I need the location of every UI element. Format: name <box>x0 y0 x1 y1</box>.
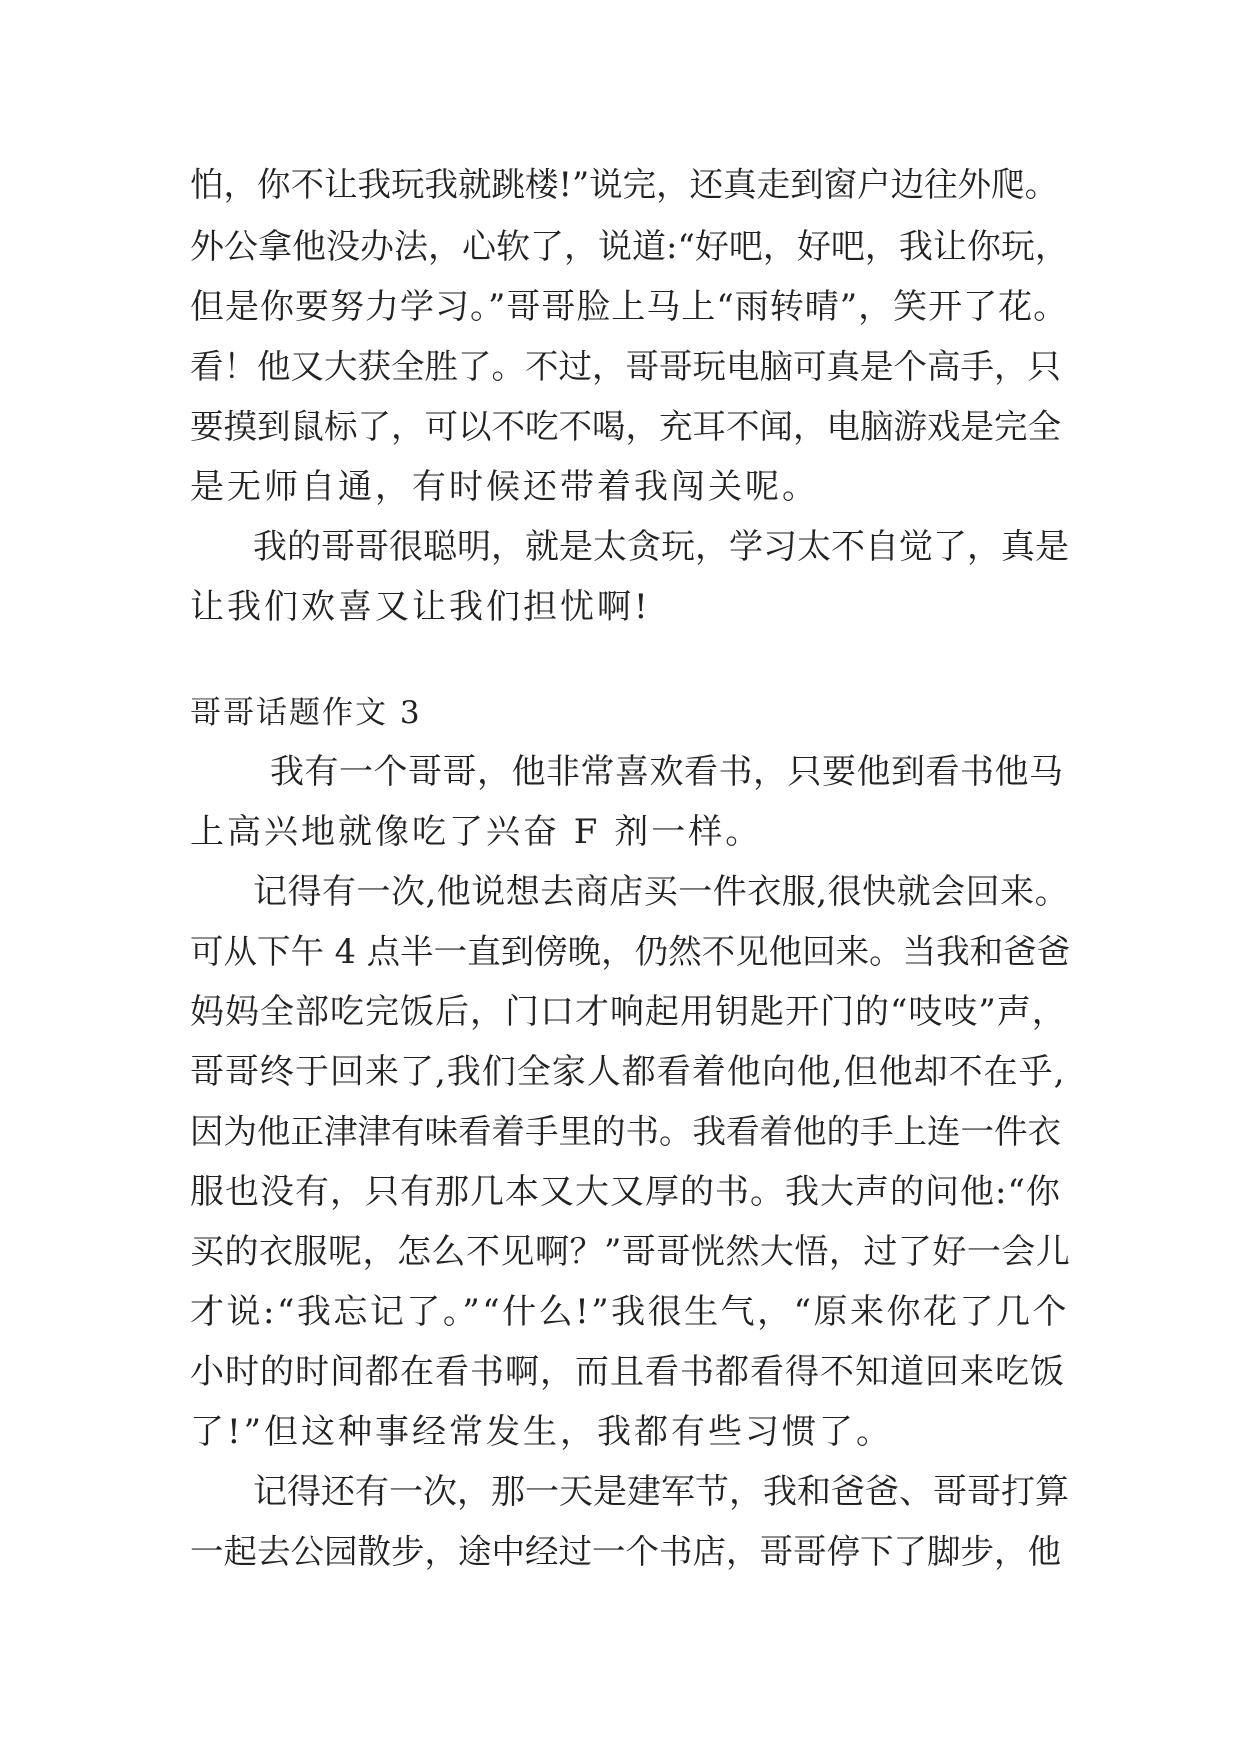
text-line: 让我们欢喜又让我们担忧啊! <box>190 587 651 627</box>
text-line: 但是你要努力学习。”哥哥脸上马上“雨转晴”，笑开了花。 <box>190 287 1069 327</box>
text-line: 怕，你不让我玩我就跳楼!”说完，还真走到窗户边往外爬。 <box>190 165 1059 204</box>
text-line: 外公拿他没办法，心软了，说道:“好吧，好吧，我让你玩， <box>190 227 1069 267</box>
text-line: 因为他正津津有味看着手里的书。我看着他的手上连一件衣 <box>190 1112 1061 1151</box>
text-line: 记得还有一次，那一天是建军节，我和爸爸、哥哥打算 <box>253 1472 1069 1512</box>
text-line: 我有一个哥哥，他非常喜欢看书，只要他到看书他马 <box>270 752 1064 792</box>
text-line: 服也没有，只有那几本又大又厚的书。我大声的问他:“你 <box>190 1172 1061 1212</box>
text-line: 一起去公园散步，途中经过一个书店，哥哥停下了脚步，他 <box>190 1532 1061 1571</box>
text-line: 我的哥哥很聪明，就是太贪玩，学习太不自觉了，真是 <box>253 527 1069 567</box>
text-line: 小时的时间都在看书啊，而且看书都看得不知道回来吃饭 <box>190 1352 1065 1392</box>
text-line: 记得有一次,他说想去商店买一件衣服,很快就会回来。 <box>253 872 1070 912</box>
text-line: 买的衣服呢，怎么不见啊？”哥哥恍然大悟，过了好一会儿 <box>190 1232 1071 1272</box>
text-line: 是无师自通，有时候还带着我闯关呢。 <box>190 467 819 507</box>
text-line: 妈妈全部吃完饭后，门口才响起用钥匙开门的“吱吱”声， <box>190 992 1067 1032</box>
text-line: 了!”但这种事经常发生，我都有些习惯了。 <box>190 1412 894 1452</box>
text-line: 上高兴地就像吃了兴奋 F 剂一样。 <box>190 812 763 852</box>
text-line: 看！他又大获全胜了。不过，哥哥玩电脑可真是个高手，只 <box>190 347 1061 386</box>
text-line: 可从下午 4 点半一直到傍晚，仍然不见他回来。当我和爸爸 <box>190 932 1071 971</box>
text-line: 要摸到鼠标了，可以不吃不喝，充耳不闻，电脑游戏是完全 <box>190 407 1061 446</box>
section-heading: 哥哥话题作文 3 <box>190 695 422 731</box>
text-line: 哥哥终于回来了,我们全家人都看着他向他,但他却不在乎, <box>190 1052 1066 1092</box>
document-page <box>190 0 1070 1754</box>
text-line: 才说:“我忘记了。”“什么!”我很生气，“原来你花了几个 <box>190 1292 1070 1332</box>
